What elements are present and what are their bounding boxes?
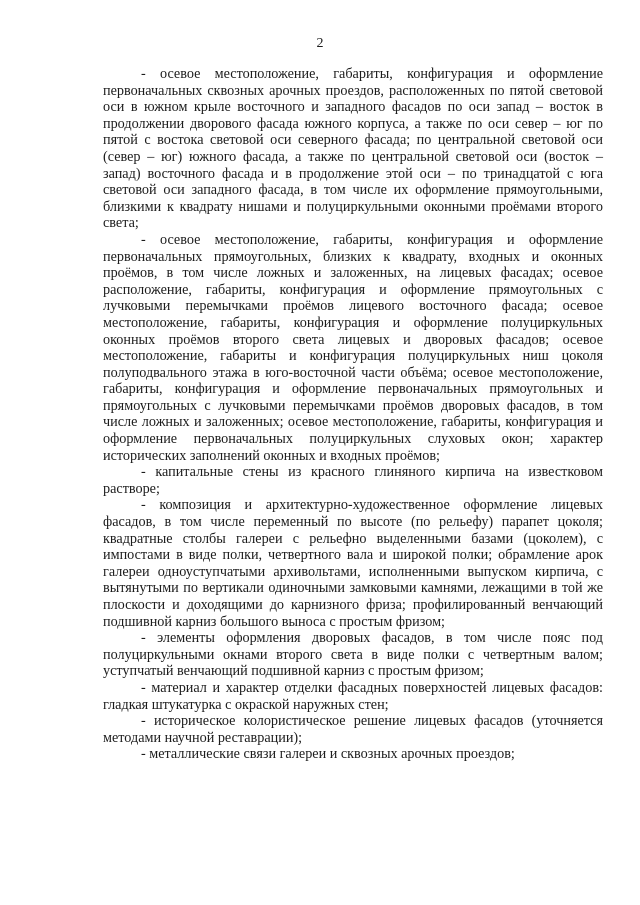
paragraph-color-scheme: - историческое колористическое решение лицевых фасадов (уточняется методами научной реставрации);: [103, 713, 603, 746]
paragraph-courtyard-facades: - элементы оформления дворовых фасадов, в том числе пояс под полуциркульными окнами второго света в виде полки с четвертным валом; уступчатый венчающий подшивной карниз с простым фризом;: [103, 630, 603, 680]
paragraph-capital-walls: - капитальные стены из красного глиняного кирпича на известковом растворе;: [103, 464, 603, 497]
page-number: 2: [316, 36, 324, 51]
paragraph-finish-material: - материал и характер отделки фасадных поверхностей лицевых фасадов: гладкая штукатурка с окраской наружных стен;: [103, 679, 603, 713]
paragraph-arched-passages: - осевое местоположение, габариты, конфигурация и оформление первоначальных сквозных арочных проездов, расположенных по пятой световой оси в южном крыле восточного и западного фасадов по оси запад – восток в продолжении дворового фасада южного корпуса, а также по оси север – юг по пятой с востока световой оси северного фасада; по центральной световой оси (север – юг) южного фасада, а также по центральной световой оси (восток – запад) восточного фасада и в продолжение этой оси – по тринадцатой с юга световой оси западного фасада, в том числе их оформление прямоугольными, близкими к квадрату нишами и полуциркульными оконными проёмами второго света;: [103, 66, 603, 232]
paragraph-facade-composition: - композиция и архитектурно-художественное оформление лицевых фасадов, в том числе переменный по высоте (по рельефу) парапет цоколя; квадратные столбы галереи с рельефно выделенными базами (цоколем), с импостами в виде полки, четвертного вала и широкой полки; обрамление арок галереи одноуступчатыми архивольтами, исполненными выпуском кирпича, с вытянутыми по вертикали одиночными замковыми камнями, лежащими в той же плоскости и доходящими до карнизного фриза; профилированный венчающий подшивной карниз большого выноса с простым фризом;: [103, 497, 603, 630]
paragraph-metal-ties: - металлические связи галереи и сквозных арочных проездов;: [141, 746, 515, 763]
document-body: [103, 66, 603, 763]
paragraph-openings: - осевое местоположение, габариты, конфигурация и оформление первоначальных прямоугольных, близких к квадрату, входных и оконных проёмов, в том числе ложных и заложенных, на лицевых фасадах; осевое расположение, габариты, конфигурация и оформление прямоугольных с лучковыми перемычками проёмов лицевого восточного фасада; осевое местоположение, габариты, конфигурация и оформление полуциркульных оконных проёмов второго света лицевых и дворовых фасадов; осевое местоположение, габариты и конфигурация полуциркульных ниш цоколя полуподвального этажа в юго-восточной части объёма; осевое местоположение, габариты, конфигурация и оформление первоначальных прямоугольных и прямоугольных с лучковыми перемычками проёмов дворовых фасадов, в том числе ложных и заложенных; осевое местоположение, габариты, конфигурация и оформление первоначальных полуциркульных слуховых окон; характер исторических заполнений оконных и входных проёмов;: [103, 231, 603, 464]
